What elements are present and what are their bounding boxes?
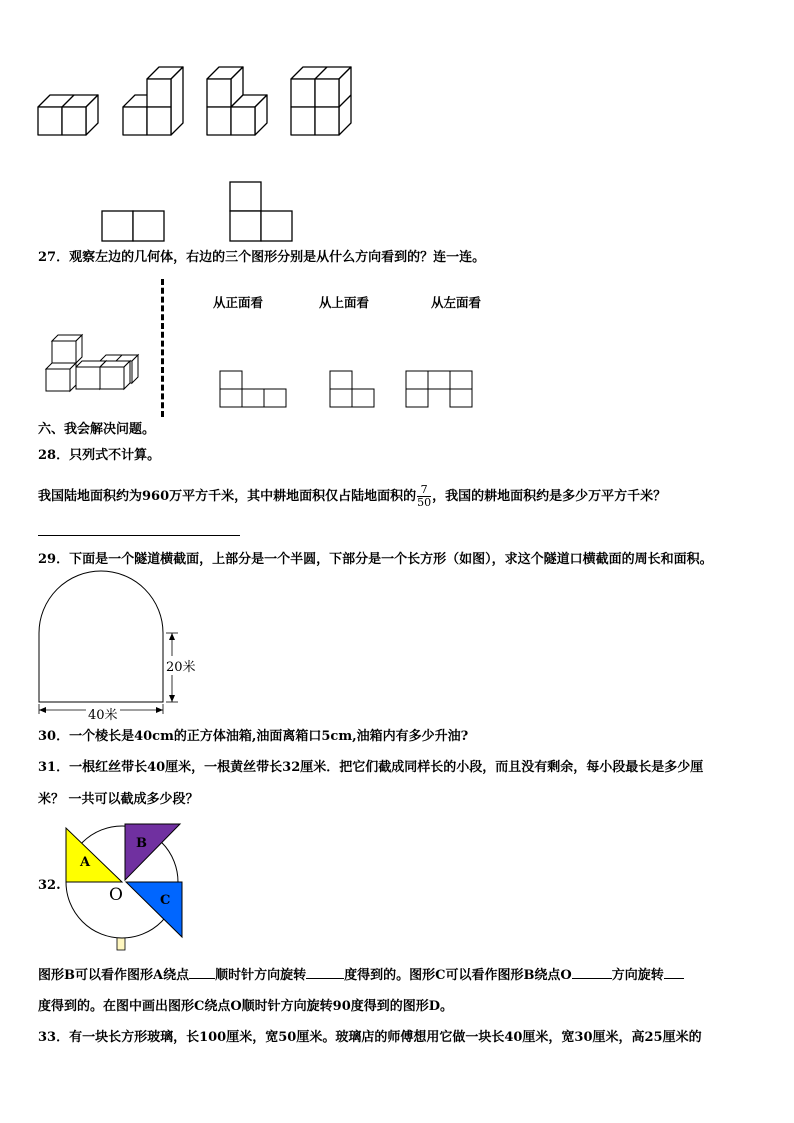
q32-p4: 方向旋转 [611, 968, 664, 983]
q28-answer-line[interactable] [38, 535, 240, 536]
q28-text: 28．只列式不计算。 [38, 448, 161, 463]
q27-view-shape-3 [406, 371, 472, 407]
q28-fraction [417, 484, 431, 509]
q27-view-shape-1 [220, 371, 286, 407]
blank-angle-2[interactable] [664, 978, 684, 979]
cube-figure-2 [123, 67, 183, 135]
tunnel-diagram [30, 580, 230, 730]
dashed-divider [161, 279, 164, 417]
q31-line2: 米？ 一共可以截成多少段？ [38, 792, 199, 807]
q31-line1: 31．一根红丝带长40厘米，一根黄丝带长32厘米．把它们截成同样长的小段，而且没有剩余，每小段最长是多少厘 [38, 760, 704, 775]
blank-point[interactable] [189, 978, 215, 979]
q32-p2: 顺时针方向旋转 [215, 968, 307, 983]
tunnel-width-label: 40米 [86, 704, 120, 723]
tunnel-height-label: 20米 [166, 656, 196, 675]
flat-view-1 [102, 211, 164, 241]
q28-body-after: ，我国的耕地面积约是多少万平方千米？ [432, 489, 667, 504]
q32-line1 [38, 966, 684, 986]
label-a: A [80, 855, 91, 870]
q33-text: 33．有一块长方形玻璃，长100厘米，宽50厘米。玻璃店的师傅想用它做一块长40厘米，宽30厘米，高25厘米的 [38, 1030, 702, 1045]
q27-text: 27．观察左边的几何体，右边的三个图形分别是从什么方向看到的？连一连。 [38, 250, 486, 265]
cube-figure-4 [291, 67, 351, 135]
tunnel-outline [39, 571, 163, 702]
q32-p3: 度得到的。图形C可以看作图形B绕点O [344, 968, 572, 983]
q32-number: 32. [38, 878, 61, 893]
q32-p1: 图形B可以看作图形A绕点 [38, 968, 190, 983]
q32-line2: 度得到的。在图中画出图形C绕点O顺时针方向旋转90度得到的图形D。 [38, 999, 454, 1014]
q27-solid [40, 335, 150, 405]
cube-figure-3 [207, 67, 267, 135]
q27-view-shapes [210, 365, 510, 415]
q27-view-shape-2 [330, 371, 374, 407]
q30-text: 30．一个棱长是40cm的正方体油箱,油面离箱口5cm,油箱内有多少升油? [38, 729, 469, 744]
fraction-denominator: 50 [417, 496, 432, 509]
view-left-label: 从左面看 [431, 295, 482, 310]
blank-direction[interactable] [572, 978, 612, 979]
label-b: B [136, 836, 147, 851]
q28-body-before: 我国陆地面积约为960万平方千米，其中耕地面积仅占陆地面积的 [38, 489, 417, 504]
q28-body [38, 484, 666, 509]
cube-figure-1 [38, 95, 98, 135]
blank-angle-1[interactable] [306, 978, 344, 979]
label-o: O [109, 885, 123, 905]
cube-figures-row [0, 0, 794, 150]
flat-views-row [0, 175, 794, 245]
fraction-numerator: 7 [417, 484, 431, 497]
pinwheel-figure [60, 820, 200, 950]
label-c: C [160, 893, 171, 908]
view-top-label: 从上面看 [319, 295, 370, 310]
view-front-label: 从正面看 [213, 295, 264, 310]
flat-view-2 [230, 182, 292, 241]
q29-text: 29．下面是一个隧道横截面，上部分是一个半圆，下部分是一个长方形（如图），求这个隧道口横截面的周长和面积。 [38, 552, 713, 567]
section-title: 六、我会解决问题。 [38, 422, 156, 437]
